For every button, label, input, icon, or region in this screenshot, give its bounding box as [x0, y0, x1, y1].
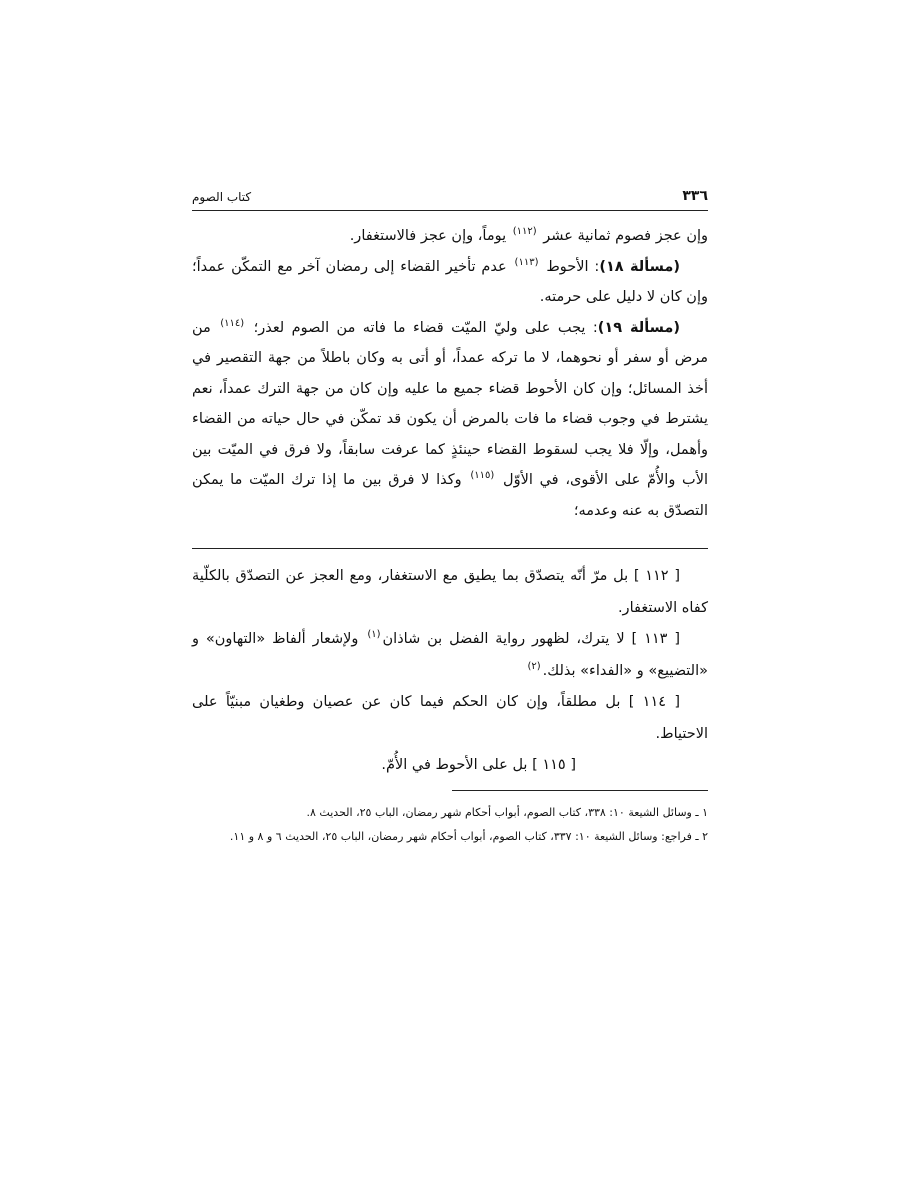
footnote-ref-1[interactable]: (١): [367, 629, 381, 640]
note-115: [ ١١٥ ] بل على الأحوط في الأُمّ.: [381, 757, 576, 773]
note-113: [ ١١٣ ] لا يترك، لظهور رواية الفضل بن شاذان$^{(١)}$ ولإشعار ألفاظ «التهاون» و «التضييع» و «الفداء» بذلك.$^{(٢)}$: [192, 629, 708, 679]
commentary-notes: [192, 561, 708, 782]
masala-label: (مسألة ١٨): [599, 258, 681, 275]
running-header: [192, 186, 708, 211]
footnote-separator: [452, 790, 708, 791]
footnote-ref-2[interactable]: (٢): [527, 660, 541, 672]
main-text: [192, 221, 708, 526]
page: [192, 186, 708, 849]
paragraph-masala-19: (مسألة ١٩): يجب على وليّ الميّت قضاء ما فاته من الصوم لعذر؛ $^{(١١٤)}$ من مرض أو سفر أو نحوهما، لا ما تركه عمداً، أو أتى به وكان باطلاً من جهة التقصير في أخذ المسائل؛ وإن كان الأحوط قضاء جميع ما عليه وإن كان من جهة الترك عمداً، نعم يشترط في وجوب قضاء ما فات بالمرض أن يكون قد تمكّن في حال حياته من القضاء وأهمل، وإلّا فلا يجب لسقوط القضاء حينئذٍ كما عرفت سابقاً، ولا فرق في الميّت بين الأب والأُمّ على الأقوى، في الأوّل $^{(١١٥)}$ وكذا لا فرق بين ما إذا ترك الميّت ما يمكن التصدّق به عنه وعدمه؛: [192, 317, 708, 519]
note-114: [ ١١٤ ] بل مطلقاً، وإن كان الحكم فيما كان عن عصيان وطغيان مبنيّاً على الاحتياط.: [192, 694, 708, 742]
book-title: كتاب الصوم: [192, 190, 252, 204]
footnote-1: ١ ـ وسائل الشيعة ١٠: ٣٣٨، كتاب الصوم، أبواب أحكام شهر رمضان، الباب ٢٥، الحديث ٨.: [306, 805, 708, 819]
footnotes: [192, 801, 708, 849]
paragraph-1: وإن عجز فصوم ثمانية عشر $^{(١١٢)}$ يوماً، وإن عجز فالاستغفار.: [349, 226, 708, 244]
endnote-ref-114[interactable]: (١١٤): [220, 317, 245, 329]
notes-separator: [192, 548, 708, 549]
paragraph-masala-18: (مسألة ١٨): الأحوط $^{(١١٣)}$ عدم تأخير القضاء إلى رمضان آخر مع التمكّن عمداً؛ وإن كان لا دليل على حرمته.: [192, 256, 708, 305]
footnote-2: ٢ ـ فراجع: وسائل الشيعة ١٠: ٣٣٧، كتاب الصوم، أبواب أحكام شهر رمضان، الباب ٢٥، الحديث ٦ و ٨ و ١١.: [229, 829, 708, 843]
endnote-ref-115[interactable]: (١١٥): [470, 470, 495, 481]
masala-label: (مسألة ١٩): [597, 319, 681, 336]
endnote-ref-112[interactable]: (١١٢): [512, 226, 537, 237]
note-112: [ ١١٢ ] بل مرّ أنّه يتصدّق بما يطيق مع الاستغفار، ومع العجز عن التصدّق بالكلّية كفاه الاستغفار.: [192, 568, 708, 616]
page-number: ٣٣٦: [682, 188, 708, 204]
endnote-ref-113[interactable]: (١١٣): [514, 256, 539, 268]
